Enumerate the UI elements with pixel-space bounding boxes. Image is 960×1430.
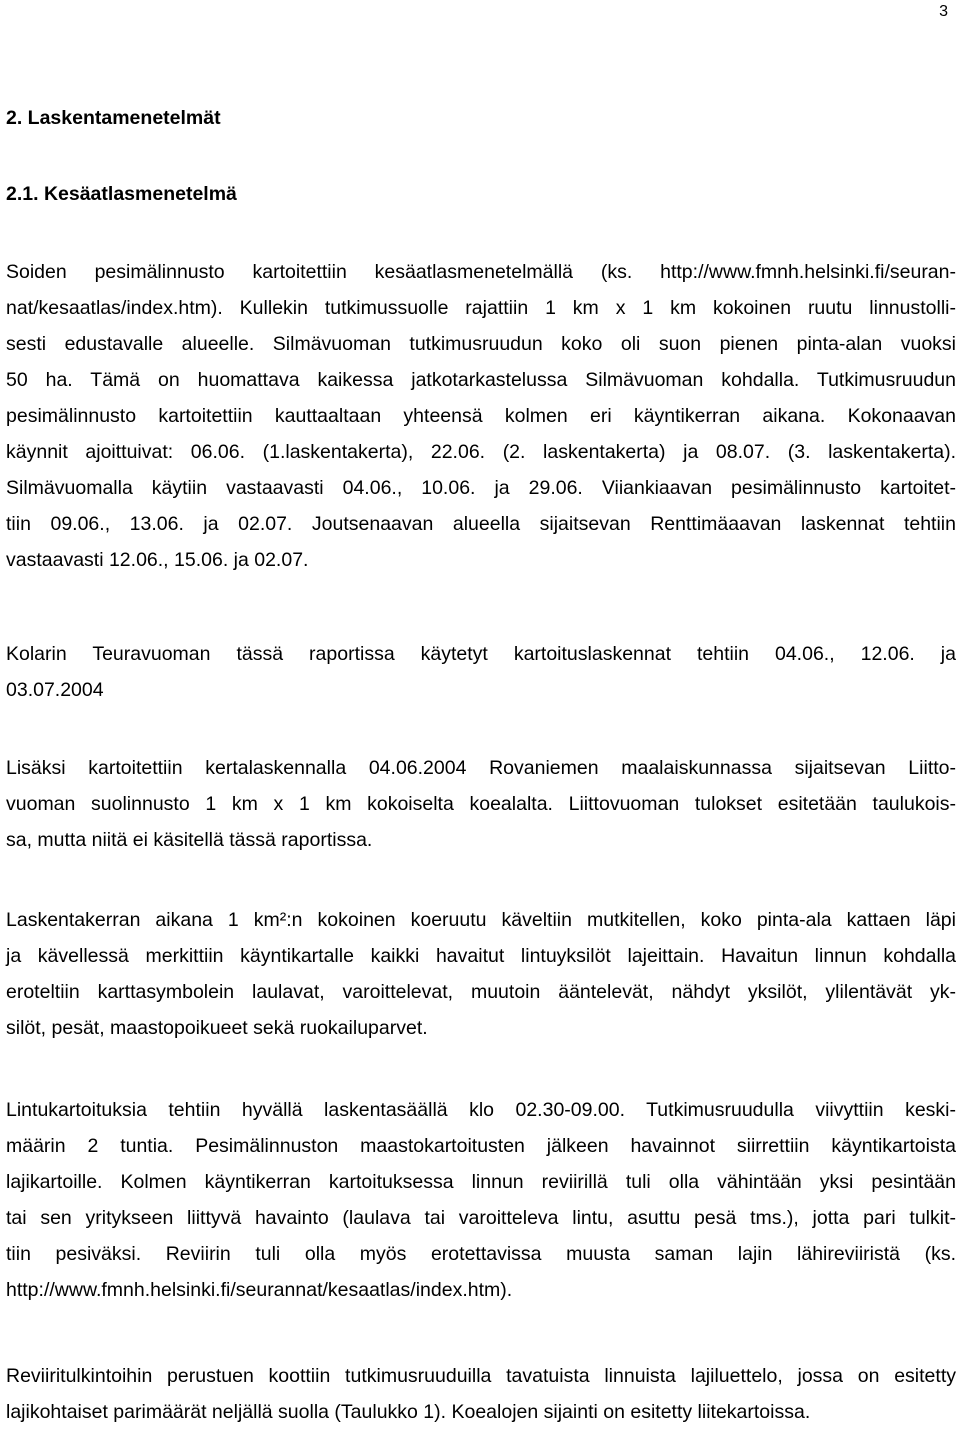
- paragraph-line: eroteltiin karttasymbolein laulavat, varoittelevat, muutoin ääntelevät, nähdyt yksilöt, ylilentävät yk-: [6, 981, 956, 1003]
- paragraph-line: tiin pesiväksi. Reviirin tuli olla myös erotettavissa muusta saman lajin lähireviiristä (ks.: [6, 1243, 956, 1265]
- paragraph-line: määrin 2 tuntia. Pesimälinnuston maastokartoitusten jälkeen havainnot siirrettiin käyntikartoista: [6, 1135, 956, 1157]
- paragraph-line: lajikohtaiset parimäärät neljällä suolla (Taulukko 1). Koealojen sijainti on esitetty liitekartoissa.: [6, 1401, 811, 1423]
- paragraph-line: nat/kesaatlas/index.htm). Kullekin tutkimussuolle rajattiin 1 km x 1 km kokoinen ruutu linnustolli-: [6, 297, 956, 319]
- paragraph-line: vastaavasti 12.06., 15.06. ja 02.07.: [6, 549, 309, 571]
- paragraph-line: silöt, pesät, maastopoikueet sekä ruokailuparvet.: [6, 1017, 428, 1039]
- paragraph-line: käynnit ajoittuivat: 06.06. (1.laskentakerta), 22.06. (2. laskentakerta) ja 08.07. (3. laskentakerta).: [6, 441, 956, 463]
- paragraph-line: Lintukartoituksia tehtiin hyvällä laskentasäällä klo 02.30-09.00. Tutkimusruudulla viivyttiin keski-: [6, 1099, 956, 1121]
- paragraph-survey-procedure: [6, 902, 956, 1046]
- paragraph-line: 03.07.2004: [6, 679, 104, 701]
- paragraph-kolari: [6, 636, 956, 708]
- page-number: 3: [939, 3, 948, 20]
- paragraph-line: sa, mutta niitä ei käsitellä tässä raportissa.: [6, 829, 373, 851]
- paragraph-timing-interpretation: [6, 1092, 956, 1308]
- paragraph-line: ja kävellessä merkittiin käyntikartalle kaikki havaitut lintuyksilöt lajeittain. Havaitun linnun kohdalla: [6, 945, 956, 967]
- paragraph-line: 50 ha. Tämä on huomattava kaikessa jatkotarkastelussa Silmävuoman kohdalla. Tutkimusruudun: [6, 369, 956, 391]
- subsection-heading: 2.1. Kesäatlasmenetelmä: [6, 183, 237, 205]
- paragraph-line: Kolarin Teuravuoman tässä raportissa käytetyt kartoituslaskennat tehtiin 04.06., 12.06. ja: [6, 643, 956, 665]
- paragraph-line: Soiden pesimälinnusto kartoitettiin kesäatlasmenetelmällä (ks. http://www.fmnh.helsinki.fi/seuran-: [6, 261, 956, 283]
- paragraph-line: Laskentakerran aikana 1 km²:n kokoinen koeruutu käveltiin mutkitellen, koko pinta-ala kattaen läpi: [6, 909, 956, 931]
- paragraph-line: lajikartoille. Kolmen käyntikerran kartoituksessa linnun reviirillä tuli olla vähintään yksi pesintään: [6, 1171, 956, 1193]
- paragraph-line: Lisäksi kartoitettiin kertalaskennalla 04.06.2004 Rovaniemen maalaiskunnassa sijaitsevan Liitto-: [6, 757, 956, 779]
- paragraph-line: Reviiritulkintoihin perustuen koottiin tutkimusruuduilla tavatuista linnuista lajiluettelo, jossa on esitetty: [6, 1365, 956, 1387]
- paragraph-line: pesimälinnusto kartoitettiin kauttaaltaan yhteensä kolmen eri käyntikerran aikana. Kokonaavan: [6, 405, 956, 427]
- paragraph-line: http://www.fmnh.helsinki.fi/seurannat/kesaatlas/index.htm).: [6, 1279, 513, 1301]
- paragraph-species-list: [6, 1358, 956, 1430]
- paragraph-liittovuoma: [6, 750, 956, 858]
- paragraph-line: sesti edustavalle alueelle. Silmävuoman tutkimusruudun koko oli suon pienen pinta-alan vuoksi: [6, 333, 956, 355]
- paragraph-method-description: [6, 254, 956, 578]
- paragraph-line: tai sen yritykseen liittyvä havainto (laulava tai varoitteleva lintu, asuttu pesä tms.), jotta pari tulkit-: [6, 1207, 956, 1229]
- paragraph-line: tiin 09.06., 13.06. ja 02.07. Joutsenaavan alueella sijaitsevan Renttimäaavan laskennat tehtiin: [6, 513, 956, 535]
- section-heading: 2. Laskentamenetelmät: [6, 107, 221, 129]
- paragraph-line: Silmävuomalla käytiin vastaavasti 04.06., 10.06. ja 29.06. Viiankiaavan pesimälinnusto kartoitet-: [6, 477, 956, 499]
- paragraph-line: vuoman suolinnusto 1 km x 1 km kokoiselta koealalta. Liittovuoman tulokset esitetään taulukois-: [6, 793, 956, 815]
